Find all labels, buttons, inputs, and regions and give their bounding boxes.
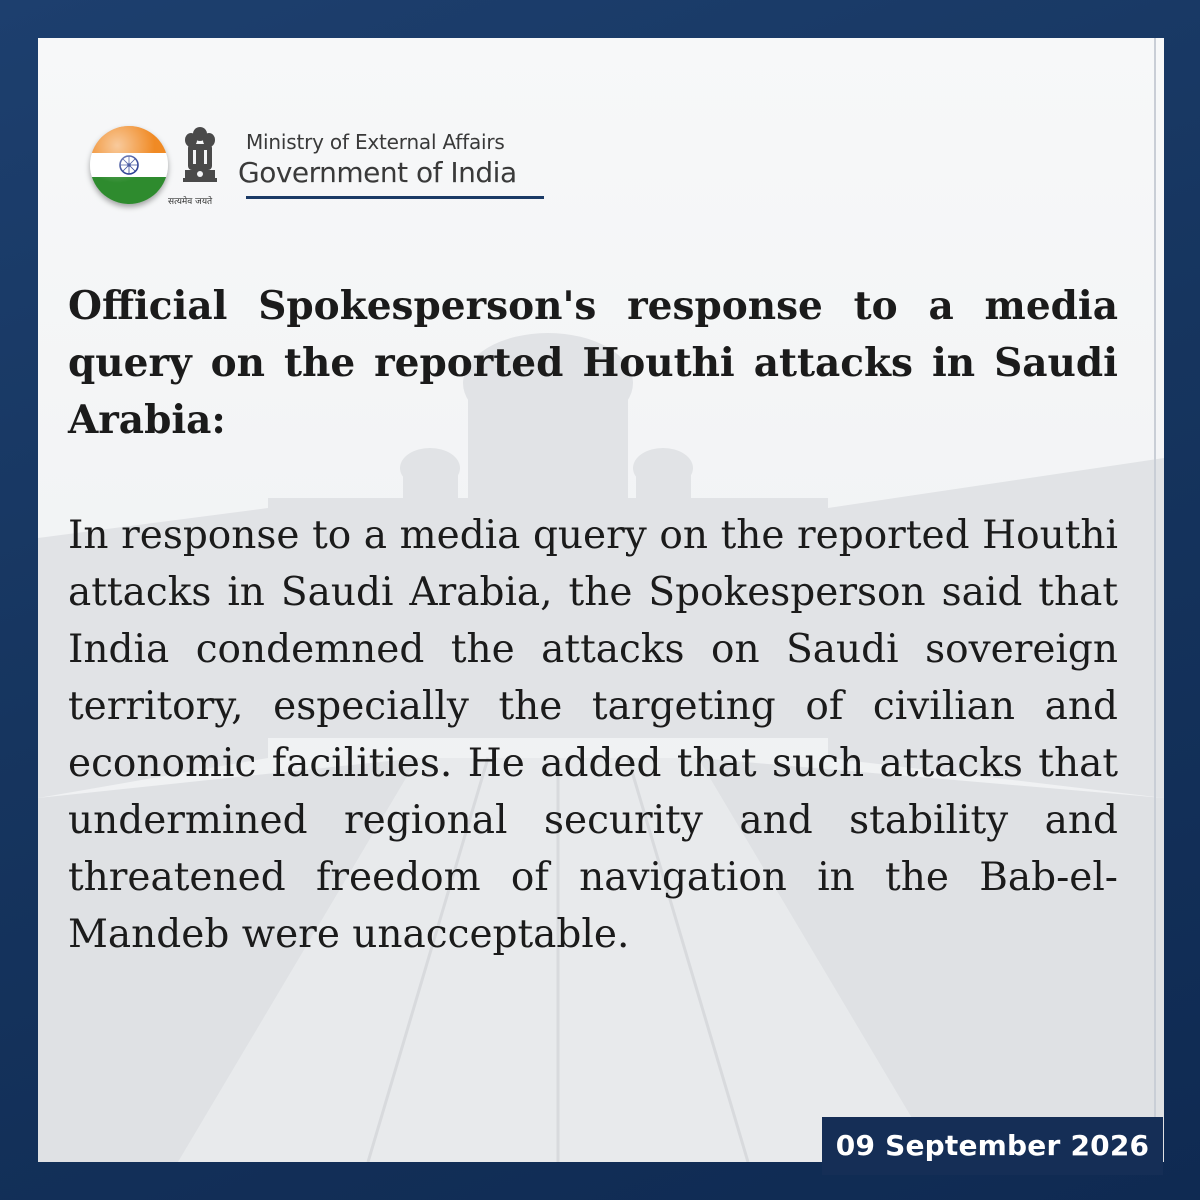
government-name: Government of India — [238, 156, 517, 189]
date-badge: 09 September 2026 — [822, 1117, 1163, 1175]
ministry-logo — [90, 124, 560, 254]
logo-underline — [246, 196, 544, 199]
ministry-name: Ministry of External Affairs — [246, 130, 505, 154]
statement-body: In response to a media query on the reported Houthi attacks in Saudi Arabia, the Spokesperson said that India condemned the attacks on Saudi sovereign territory, especially the targeting of civilian and economic facilities. He added that such attacks that undermined regional security and stability and threatened freedom of navigation in the Bab-el-Mandeb were unacceptable. — [68, 513, 1118, 957]
card-inner-edge — [1154, 38, 1156, 1162]
page-title: Official Spokesperson's response to a media query on the reported Houthi attacks in Saudi Arabia: — [68, 283, 1118, 443]
press-release-card — [38, 38, 1164, 1162]
india-flag-icon — [90, 126, 168, 204]
emblem-motto: सत्यमेव जयते — [168, 197, 213, 207]
